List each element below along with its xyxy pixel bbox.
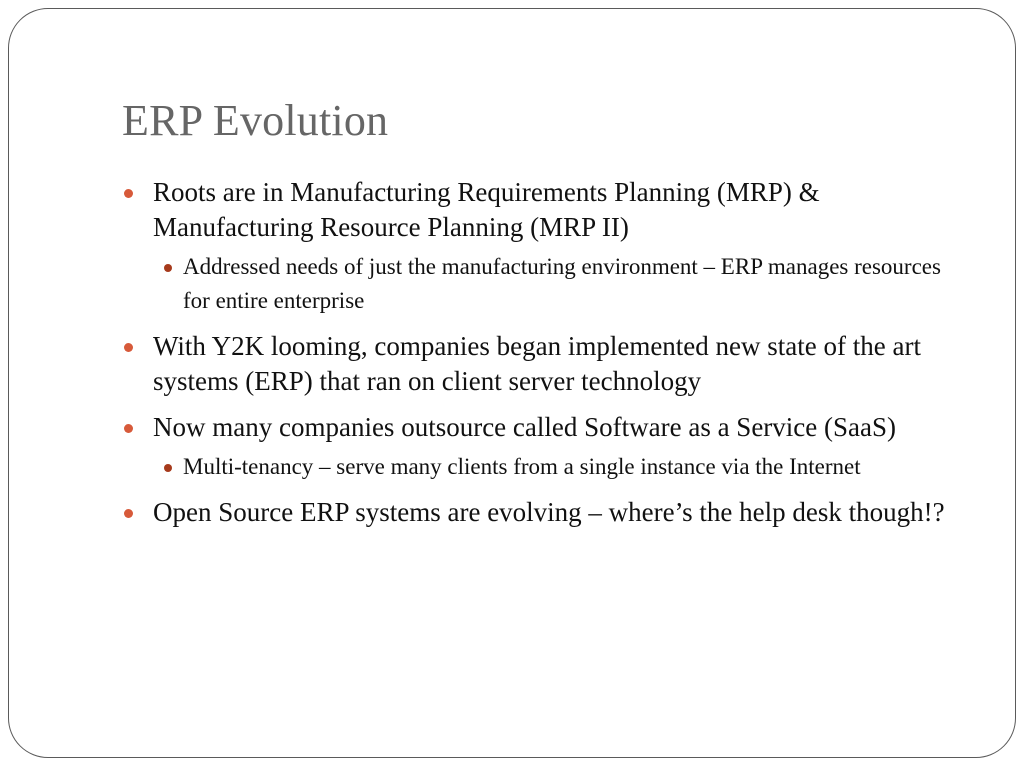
bullet-list — [122, 175, 952, 530]
bullet-dot-icon — [124, 189, 133, 198]
bullet-item — [122, 329, 952, 399]
sub-bullet-text: Multi-tenancy – serve many clients from a single instance via the Internet — [183, 454, 861, 479]
bullet-dot-icon — [124, 509, 133, 518]
sub-bullet-list — [153, 250, 952, 318]
bullet-text: Now many companies outsource called Software as a Service (SaaS) — [153, 412, 897, 442]
slide-title: ERP Evolution — [122, 96, 389, 145]
slide-frame — [8, 8, 1016, 758]
slide-content — [122, 175, 952, 541]
bullet-text: With Y2K looming, companies began implemented new state of the art systems (ERP) that ran on client server technology — [153, 331, 921, 396]
sub-bullet-item — [153, 250, 952, 318]
sub-bullet-dot-icon — [164, 264, 172, 272]
bullet-text: Open Source ERP systems are evolving – where’s the help desk though!? — [153, 497, 945, 527]
sub-bullet-item — [153, 450, 952, 484]
bullet-item — [122, 495, 952, 530]
bullet-text: Roots are in Manufacturing Requirements Planning (MRP) & Manufacturing Resource Planning (MRP II) — [153, 177, 820, 242]
sub-bullet-dot-icon — [164, 464, 172, 472]
bullet-item — [122, 175, 952, 318]
sub-bullet-list — [153, 450, 952, 484]
sub-bullet-text: Addressed needs of just the manufacturing environment – ERP manages resources for entire enterprise — [183, 254, 941, 313]
bullet-dot-icon — [124, 343, 133, 352]
bullet-item — [122, 410, 952, 484]
bullet-dot-icon — [124, 424, 133, 433]
